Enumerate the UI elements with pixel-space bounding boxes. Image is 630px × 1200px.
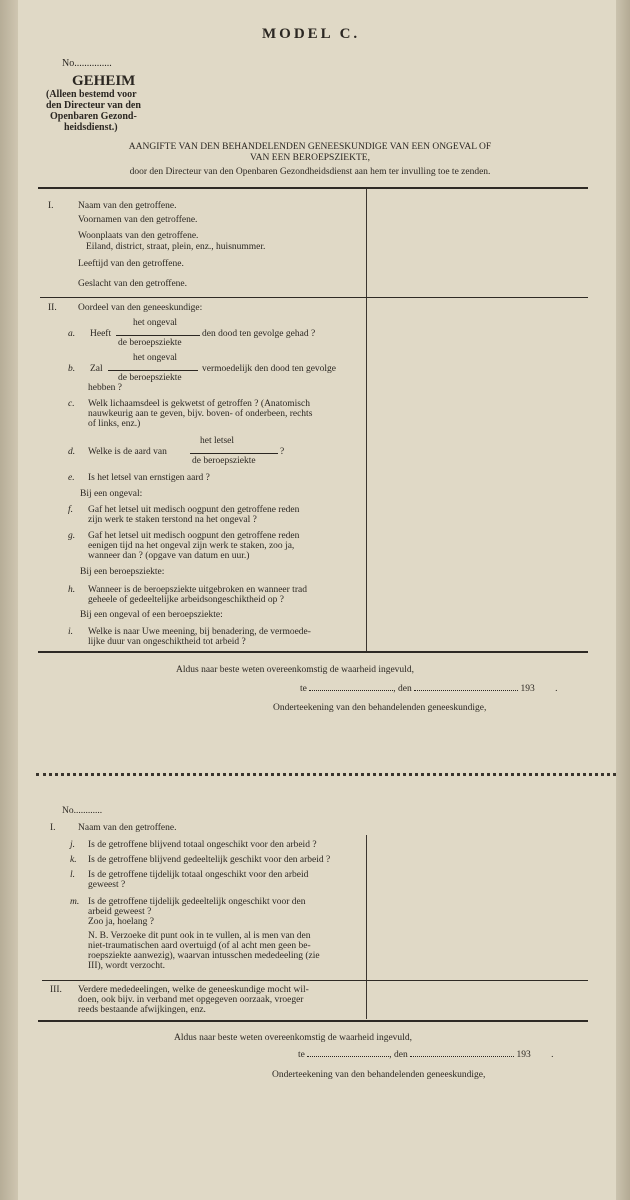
part2-rule-end [38,1020,588,1022]
label-ongeval: Bij een ongeval: [80,489,143,499]
field-leeftijd: Leeftijd van den getroffene. [78,259,184,269]
signature2-place-date: te , den 193 . [298,1050,554,1060]
item-b-post: vermoedelijk den dood ten gevolge [202,364,337,374]
item-i-letter: i. [68,627,74,637]
nb-line3: roepsziekte aanwezig), waarvan intusschen mededeeling (zie [88,951,320,961]
model-title: MODEL C. [262,26,361,42]
item-f-line2: zijn werk te staken terstond na het ongeval ? [88,515,257,525]
iii-line1: Verdere mededeelingen, welke de geneeskundige mocht wil- [78,985,309,995]
part2-roman1: I. [50,823,56,833]
item-d-fraction-line [190,453,278,454]
item-b-top: het ongeval [133,353,178,363]
iii-line3: reeds bestaande afwijkingen, enz. [78,1005,206,1015]
field-naam: Naam van den getroffene. [78,201,177,211]
signature2-statement: Aldus naar beste weten overeenkomstig de waarheid ingevuld, [174,1033,412,1043]
section1-roman: I. [48,201,54,211]
field-woonplaats: Woonplaats van den getroffene. [78,231,199,241]
rule-top [38,187,588,189]
item-k-letter: k. [70,855,77,865]
item-b-bottom: de beroepsziekte [118,373,182,383]
rule-section2-end [38,651,588,653]
nb-line2: niet-traumatischen aard overtuigd (of al acht men geen be- [88,941,311,951]
item-k-text: Is de getroffene blijvend gedeeltelijk geschikt voor den arbeid ? [88,855,331,865]
page-edge-right [616,0,630,1200]
nb-line1: N. B. Verzoeke dit punt ook in te vullen, al is men van den [88,931,311,941]
nb-line4: III), wordt verzocht. [88,961,166,971]
item-c-letter: c. [68,399,75,409]
item-l-line1: Is de getroffene tijdelijk totaal ongeschikt voor den arbeid [88,870,309,880]
signature1-statement: Aldus naar beste weten overeenkomstig de waarheid ingevuld, [176,665,414,675]
item-m-line1: Is de getroffene tijdelijk gedeeltelijk ongeschikt voor den [88,897,306,907]
part2-roman3: III. [50,985,62,995]
item-g-letter: g. [68,531,76,541]
field-adres-hint: Eiland, district, straat, plein, enz., huisnummer. [86,242,266,252]
item-a-letter: a. [68,329,76,339]
signature2-sign-label: Onderteekening van den behandelenden geneeskundige, [272,1070,486,1080]
field-geslacht: Geslacht van den getroffene. [78,279,188,289]
item-d-bottom: de beroepsziekte [192,456,256,466]
signature1-date-line [414,690,518,691]
item-h-line2: geheele of gedeeltelijke arbeidsongeschiktheid op ? [88,595,284,605]
item-a-fraction-line [116,335,200,336]
item-b-line2: hebben ? [88,383,123,393]
signature2-date-line [410,1056,514,1057]
item-m-letter: m. [70,897,80,907]
iii-line2: doen, ook bijv. in verband met opgegeven oorzaak, vroeger [78,995,304,1005]
item-g-line1: Gaf het letsel uit medisch oogpunt den getroffene reden [88,531,300,541]
signature1-sign-label: Onderteekening van den behandelenden geneeskundige, [273,703,487,713]
item-d-top: het letsel [200,436,235,446]
item-m-line3: Zoo ja, hoelang ? [88,917,154,927]
part2-number: No............ [62,806,103,816]
item-a-pre: Heeft [90,329,112,339]
part2-naam: Naam van den getroffene. [78,823,177,833]
item-l-line2: geweest ? [88,880,126,890]
field-voornamen: Voornamen van den getroffene. [78,215,198,225]
rule-section-split [40,297,588,298]
form-subheading: door den Directeur van den Openbaren Gezondheidsdienst aan hem ter invulling toe te zenden. [129,167,491,177]
item-l-letter: l. [70,870,76,880]
label-beide: Bij een ongeval of een beroepsziekte: [80,610,223,620]
item-f-line1: Gaf het letsel uit medisch oogpunt den getroffene reden [88,505,300,515]
form-number: No............... [62,58,112,69]
item-i-line1: Welke is naar Uwe meening, bij benadering, de vermoede- [88,627,311,637]
form-heading: AANGIFTE VAN DEN BEHANDELENDEN GENEESKUNDIGE VAN EEN ONGEVAL OF VAN EEN BEROEPSZIEKTE, [128,142,492,163]
item-d-letter: d. [68,447,76,457]
item-m-line2: arbeid geweest ? [88,907,152,917]
item-e-letter: e. [68,473,75,483]
item-b-letter: b. [68,364,76,374]
part2-rule-split [42,980,588,981]
item-b-pre: Zal [90,364,103,374]
item-a-top: het ongeval [133,318,178,328]
section2-title: Oordeel van den geneeskundige: [78,303,203,313]
signature1-place-line [309,690,393,691]
item-g-line2: eenigen tijd na het ongeval zijn werk te staken, zoo ja, [88,541,295,551]
label-beroepsziekte: Bij een beroepsziekte: [80,567,165,577]
item-i-line2: lijke duur van ongeschiktheid tot arbeid ? [88,637,246,647]
signature2-place-line [307,1056,389,1057]
item-g-line3: wanneer dan ? (opgave van datum en uur.) [88,551,250,561]
perforation-line [36,773,616,776]
section2-roman: II. [48,303,57,313]
item-a-bottom: de beroepsziekte [118,338,182,348]
item-b-fraction-line [108,370,198,371]
item-c-line2: nauwkeurig aan te geven, bijv. boven- of onderbeen, rechts [88,409,313,419]
signature1-place-date: te , den 193 . [300,684,558,694]
item-a-post: den dood ten gevolge gehad ? [202,329,316,339]
item-e-text: Is het letsel van ernstigen aard ? [88,473,210,483]
item-f-letter: f. [68,505,74,515]
item-j-text: Is de getroffene blijvend totaal ongeschikt voor den arbeid ? [88,840,317,850]
item-c-line1: Welk lichaamsdeel is gekwetst of getroffen ? (Anatomisch [88,399,310,409]
part2-column-divider [366,835,367,1019]
item-d-pre: Welke is de aard van [88,447,167,457]
secret-label: GEHEIM [72,73,136,89]
page-edge-left [0,0,18,1200]
item-c-line3: of links, enz.) [88,419,141,429]
item-h-letter: h. [68,585,76,595]
column-divider [366,189,367,652]
secret-note: (Alleen bestemd voor den Directeur van den Openbaren Gezond- heidsdienst.) [46,89,141,133]
item-h-line1: Wanneer is de beroepsziekte uitgebroken en wanneer trad [88,585,307,595]
item-j-letter: j. [70,840,76,850]
item-d-post: ? [280,447,285,457]
